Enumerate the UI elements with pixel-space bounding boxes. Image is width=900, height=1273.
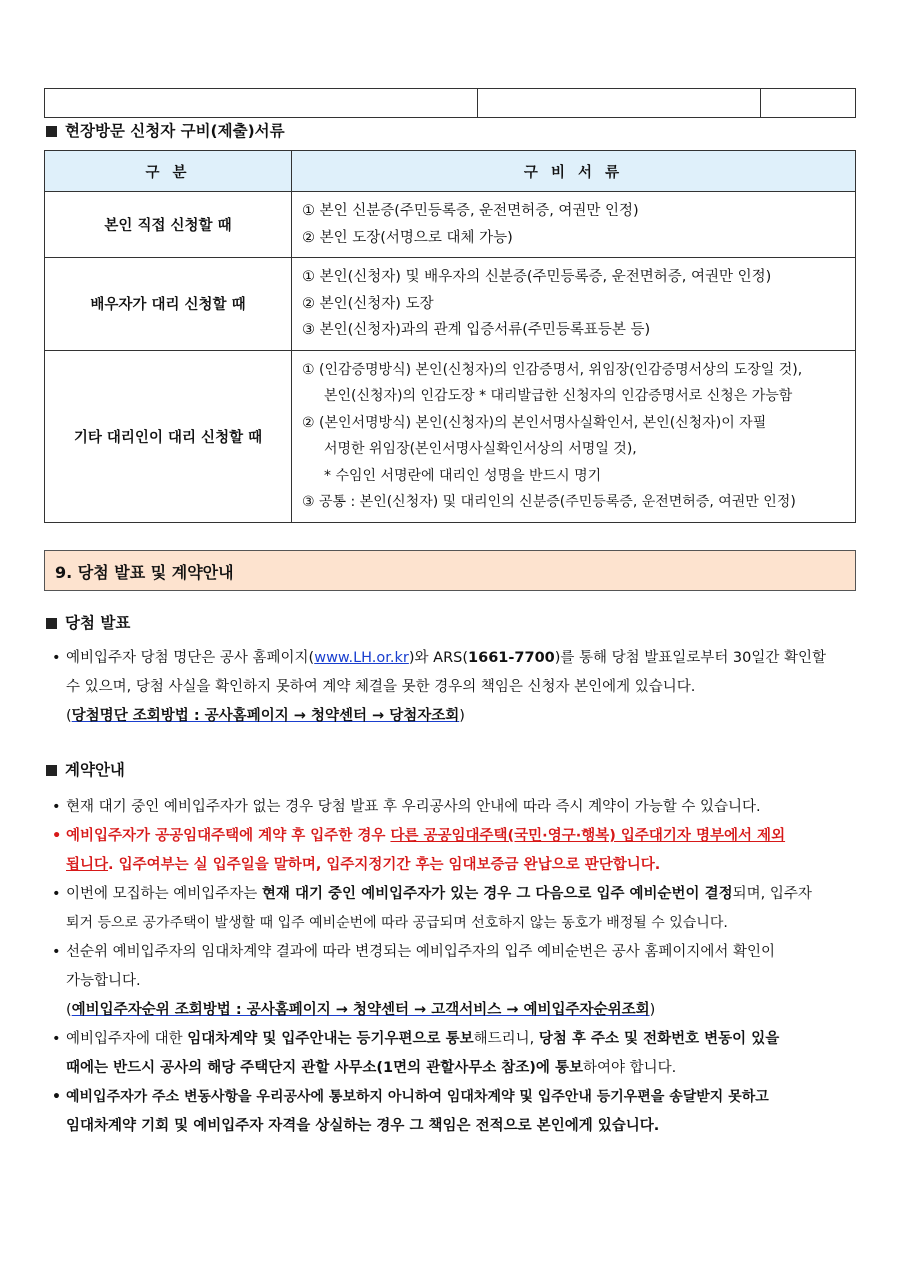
doc-line: ③ 공통 : 본인(신청자) 및 대리인의 신분증(주민등록증, 운전면허증, 여권만 인정) bbox=[302, 494, 796, 510]
required-documents-table bbox=[44, 150, 856, 523]
waitlist-lookup-method: 예비입주자순위 조회방법 : 공사홈페이지 → 청약센터 → 고객서비스 → 예비입주자순위조회 bbox=[71, 1002, 650, 1018]
announce-title: 당첨 발표 bbox=[65, 614, 131, 632]
text: . 입주여부는 실 입주일을 말하며, 입주지정기간 후는 임대보증금 완납으로 판단합니다. bbox=[108, 857, 661, 873]
text: 다른 공공임대주택(국민·영구·행복) 입주대기자 명부에서 제외 bbox=[390, 828, 786, 844]
paren: ( bbox=[66, 1002, 72, 1018]
ars-number: 1661-7700 bbox=[468, 650, 555, 666]
paren: ) bbox=[459, 708, 465, 724]
table-row bbox=[45, 192, 856, 258]
bullet-item bbox=[50, 880, 858, 909]
paren: ( bbox=[66, 708, 72, 724]
top-table-fragment bbox=[44, 88, 856, 118]
bullet-item: • 예비입주자가 주소 변동사항을 우리공사에 통보하지 아니하여 임대차계약 및 입주안내 등기우편을 송달받지 못하고 bbox=[50, 1083, 858, 1112]
lookup-method bbox=[50, 996, 858, 1025]
docs-section-heading bbox=[46, 119, 285, 141]
text: )를 통해 당첨 발표일로부터 30일간 확인할 bbox=[554, 650, 827, 666]
bullet-item bbox=[50, 644, 858, 673]
text: )와 ARS( bbox=[408, 650, 469, 666]
text: 때에는 반드시 공사의 해당 주택단지 관할 사무소(1면의 관할사무소 참조)에 통보 bbox=[66, 1060, 583, 1076]
doc-line: ① 본인(신청자) 및 배우자의 신분증(주민등록증, 운전면허증, 여권만 인정) bbox=[302, 269, 772, 285]
square-bullet-icon bbox=[46, 618, 57, 629]
empty-cell bbox=[45, 89, 478, 118]
bullet-item: • 현재 대기 중인 예비입주자가 없는 경우 당첨 발표 후 우리공사의 안내에 따라 즉시 계약이 가능할 수 있습니다. bbox=[50, 793, 858, 822]
doc-line: 서명한 위임장(본인서명사실확인서상의 서명일 것), bbox=[324, 441, 637, 457]
text-line bbox=[50, 851, 858, 880]
category-cell: 본인 직접 신청할 때 bbox=[45, 192, 292, 258]
text: 됩니다 bbox=[66, 857, 109, 873]
empty-cell bbox=[478, 89, 761, 118]
table-row bbox=[45, 258, 856, 351]
col-header-documents: 구 비 서 류 bbox=[292, 151, 856, 192]
doc-line: ③ 본인(신청자)과의 관계 입증서류(주민등록표등본 등) bbox=[302, 322, 651, 338]
contract-title: 계약안내 bbox=[65, 761, 125, 779]
documents-cell bbox=[292, 350, 856, 522]
text: 임대차계약 및 입주안내는 등기우편으로 통보 bbox=[187, 1031, 474, 1047]
doc-line: ② (본인서명방식) 본인(신청자)의 본인서명사실확인서, 본인(신청자)이 자필 bbox=[302, 414, 767, 431]
lookup-method bbox=[50, 702, 858, 731]
announce-heading bbox=[46, 611, 130, 633]
bullet-item: • 선순위 예비입주자의 임대차계약 결과에 따라 변경되는 예비입주자의 입주 예비순번은 공사 홈페이지에서 확인이 bbox=[50, 938, 858, 967]
text: 예비입주자가 공공임대주택에 계약 후 입주한 경우 bbox=[66, 828, 391, 844]
section-banner bbox=[44, 550, 856, 591]
text: 해드리니, bbox=[473, 1031, 539, 1047]
table-header-row bbox=[45, 151, 856, 192]
category-cell: 배우자가 대리 신청할 때 bbox=[45, 258, 292, 351]
table-row bbox=[45, 350, 856, 522]
text: 되며, 입주자 bbox=[732, 886, 812, 902]
doc-line: ② 본인(신청자) 도장 bbox=[302, 295, 434, 312]
square-bullet-icon bbox=[46, 126, 57, 137]
text-line: 퇴거 등으로 공가주택이 발생할 때 입주 예비순번에 따라 공급되며 선호하지 않는 동호가 배정될 수 있습니다. bbox=[66, 915, 728, 931]
text: 예비입주자에 대한 bbox=[66, 1031, 188, 1047]
announce-paragraph bbox=[50, 644, 858, 731]
doc-line: * 수임인 서명란에 대리인 성명을 반드시 명기 bbox=[324, 467, 602, 484]
square-bullet-icon bbox=[46, 765, 57, 776]
text-line: 수 있으며, 당첨 사실을 확인하지 못하여 계약 체결을 못한 경우의 책임은 신청자 본인에게 있습니다. bbox=[66, 679, 696, 695]
col-header-category: 구 분 bbox=[45, 151, 292, 192]
doc-line: ① 본인 신분증(주민등록증, 운전면허증, 여권만 인정) bbox=[302, 203, 639, 219]
text-line bbox=[50, 1054, 858, 1083]
text-line: 임대차계약 기회 및 예비입주자 자격을 상실하는 경우 그 책임은 전적으로 본인에게 있습니다. bbox=[66, 1118, 660, 1134]
text: 당첨 후 주소 및 전화번호 변동이 있을 bbox=[538, 1031, 780, 1047]
docs-section-title: 현장방문 신청자 구비(제출)서류 bbox=[65, 122, 285, 140]
empty-cell bbox=[761, 89, 856, 118]
bullet-item bbox=[50, 1025, 858, 1054]
winner-lookup-method: 당첨명단 조회방법 : 공사홈페이지 → 청약센터 → 당첨자조회 bbox=[71, 708, 460, 724]
contract-paragraphs bbox=[50, 793, 858, 1141]
doc-line: 본인(신청자)의 인감도장 * 대리발급한 신청자의 인감증명서로 신청은 가능함 bbox=[324, 388, 793, 404]
text: 이번에 모집하는 예비입주자는 bbox=[66, 886, 262, 902]
doc-line: ① (인감증명방식) 본인(신청자)의 인감증명서, 위임장(인감증명서상의 도장일 것), bbox=[302, 361, 803, 378]
category-cell: 기타 대리인이 대리 신청할 때 bbox=[45, 350, 292, 522]
paren: ) bbox=[649, 1002, 656, 1018]
homepage-link[interactable]: www.LH.or.kr bbox=[314, 650, 409, 666]
text: 하여야 합니다. bbox=[583, 1060, 677, 1076]
documents-cell bbox=[292, 192, 856, 258]
documents-cell bbox=[292, 258, 856, 351]
text: 현재 대기 중인 예비입주자가 있는 경우 그 다음으로 입주 예비순번이 결정 bbox=[261, 886, 733, 902]
contract-heading bbox=[46, 758, 125, 780]
bullet-item bbox=[50, 822, 858, 851]
text-line: 가능합니다. bbox=[66, 973, 141, 989]
doc-line: ② 본인 도장(서명으로 대체 가능) bbox=[302, 229, 513, 246]
section-banner-title: 9. 당첨 발표 및 계약안내 bbox=[55, 563, 234, 582]
text: 예비입주자 당첨 명단은 공사 홈페이지( bbox=[66, 650, 315, 666]
